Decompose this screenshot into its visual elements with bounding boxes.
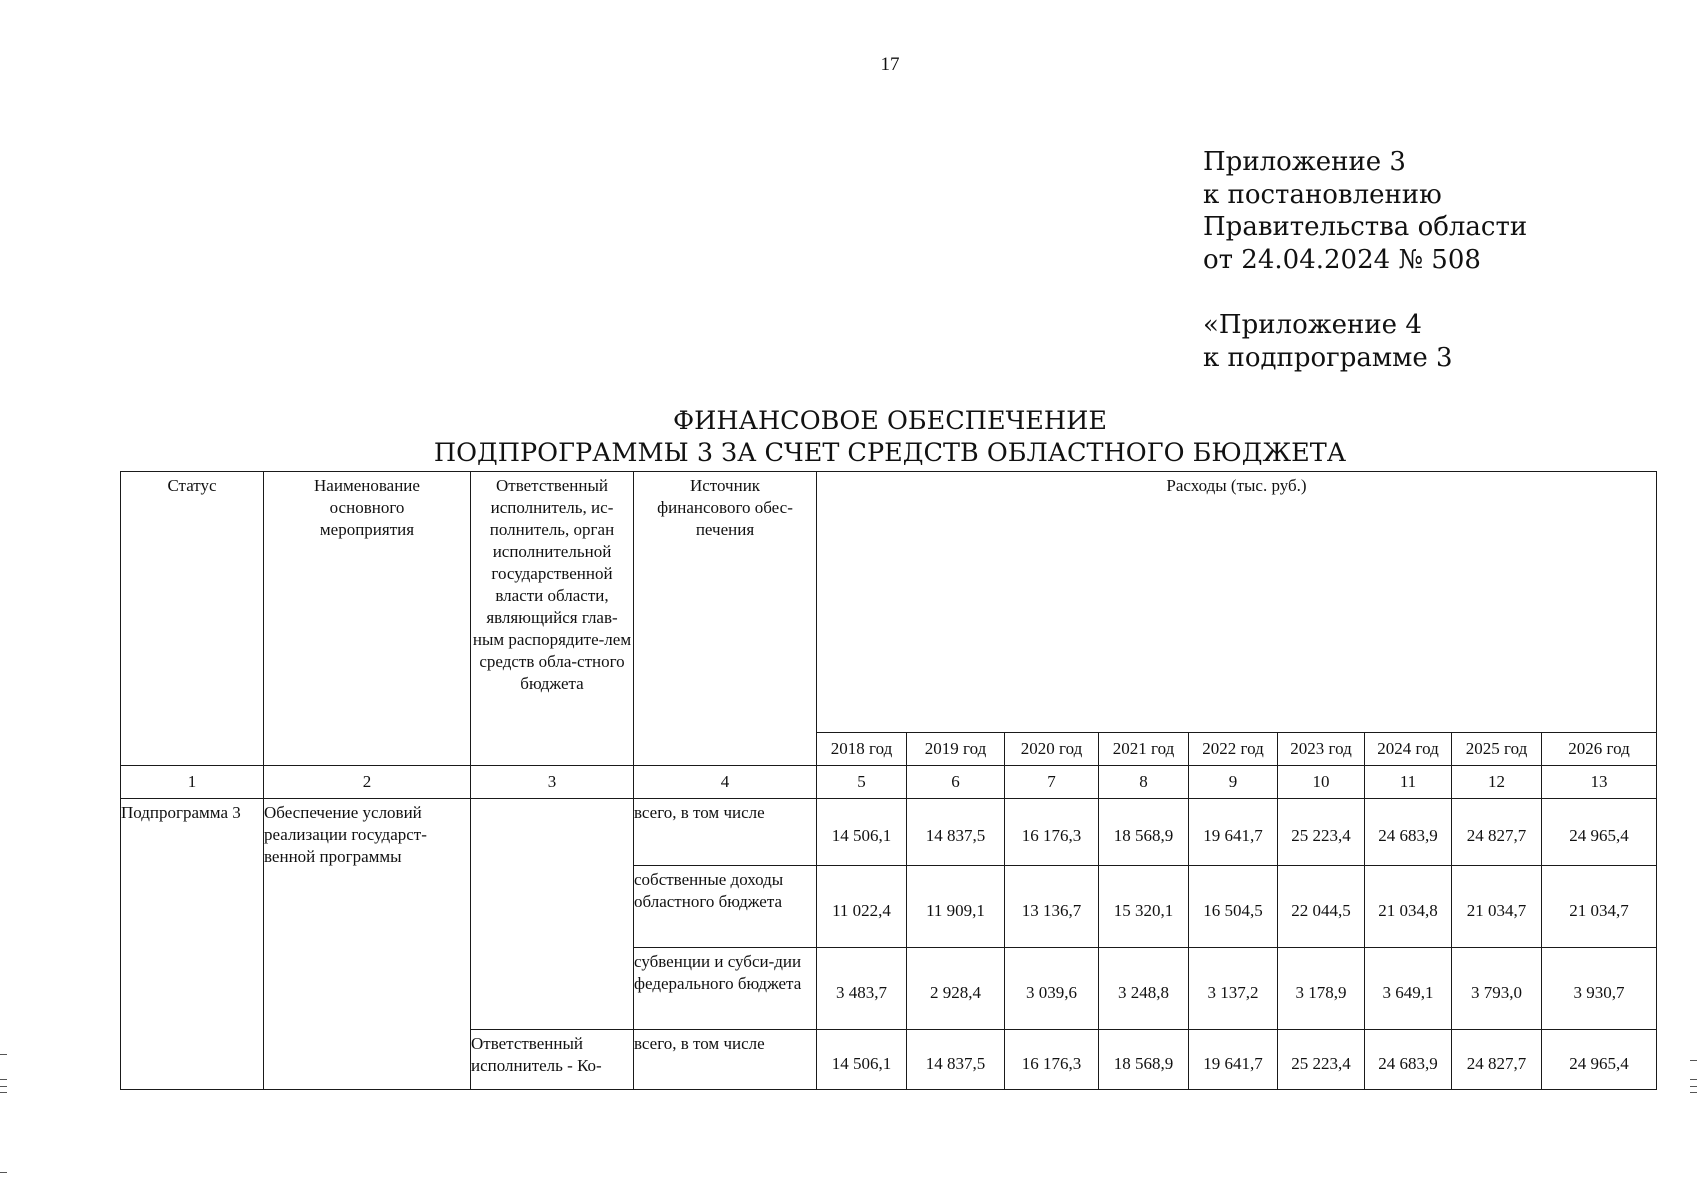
column-number-row (121, 766, 1657, 799)
value-cell: 24 683,9 (1365, 799, 1452, 866)
value-cell: 3 930,7 (1542, 948, 1657, 1030)
value-cell: 3 649,1 (1365, 948, 1452, 1030)
year-header: 2025 год (1452, 733, 1542, 766)
header-executor: Ответственный исполнитель, ис-полнитель, орган исполнительной государственной власти области, являющийся глав-ным распорядите-лем средств обла-стного бюджета (471, 472, 634, 766)
source-cell: всего, в том числе (634, 799, 817, 866)
scan-edge-mark (1690, 1086, 1697, 1087)
appendix-line: Приложение 3 (1203, 147, 1406, 177)
value-cell: 16 176,3 (1005, 799, 1099, 866)
document-title (0, 405, 1697, 469)
column-number: 8 (1099, 766, 1189, 799)
year-header: 2022 год (1189, 733, 1278, 766)
column-number: 3 (471, 766, 634, 799)
value-cell: 24 827,7 (1452, 1030, 1542, 1090)
appendix-line: от 24.04.2024 № 508 (1203, 244, 1481, 275)
value-cell: 16 176,3 (1005, 1030, 1099, 1090)
column-number: 4 (634, 766, 817, 799)
value-cell: 11 909,1 (907, 866, 1005, 948)
column-number: 9 (1189, 766, 1278, 799)
value-cell: 19 641,7 (1189, 799, 1278, 866)
appendix-line: к постановлению (1203, 179, 1442, 210)
value-cell: 18 568,9 (1099, 1030, 1189, 1090)
value-cell: 3 248,8 (1099, 948, 1189, 1030)
activity-name-cell: Обеспечение условий реализации государст-венной программы (264, 799, 471, 1090)
header-status: Статус (121, 472, 264, 766)
column-number: 1 (121, 766, 264, 799)
value-cell: 11 022,4 (817, 866, 907, 948)
value-cell: 24 965,4 (1542, 799, 1657, 866)
value-cell: 25 223,4 (1278, 799, 1365, 866)
source-cell: собственные доходы областного бюджета (634, 866, 817, 948)
value-cell: 16 504,5 (1189, 866, 1278, 948)
source-cell: всего, в том числе (634, 1030, 817, 1090)
appendix-continuation-line: к подпрограмме 3 (1203, 342, 1453, 373)
appendix-block (1203, 146, 1527, 374)
value-cell: 21 034,7 (1542, 866, 1657, 948)
scan-edge-mark (0, 1079, 7, 1080)
value-cell: 19 641,7 (1189, 1030, 1278, 1090)
value-cell: 14 506,1 (817, 1030, 907, 1090)
source-cell: субвенции и субси-дии федерального бюджета (634, 948, 817, 1030)
table-row (121, 799, 1657, 866)
title-line-2: ПОДПРОГРАММЫ 3 ЗА СЧЕТ СРЕДСТВ ОБЛАСТНОГО БЮДЖЕТА (433, 438, 1347, 468)
value-cell: 3 178,9 (1278, 948, 1365, 1030)
year-header: 2018 год (817, 733, 907, 766)
year-header: 2023 год (1278, 733, 1365, 766)
page-number: 17 (880, 54, 900, 75)
header-source: Источник финансового обес-печения (634, 472, 817, 766)
appendix-line: Правительства области (1203, 212, 1528, 242)
scan-edge-mark (1690, 1092, 1697, 1093)
scan-edge-mark (0, 1086, 7, 1087)
year-header: 2019 год (907, 733, 1005, 766)
value-cell: 24 827,7 (1452, 799, 1542, 866)
scan-edge-mark (1690, 1060, 1697, 1061)
value-cell: 21 034,8 (1365, 866, 1452, 948)
column-number: 12 (1452, 766, 1542, 799)
scan-edge-mark (1690, 1079, 1697, 1080)
value-cell: 3 483,7 (817, 948, 907, 1030)
scan-edge-mark (0, 1054, 7, 1055)
value-cell: 24 683,9 (1365, 1030, 1452, 1090)
value-cell: 2 928,4 (907, 948, 1005, 1030)
column-number: 6 (907, 766, 1005, 799)
scan-edge-mark (0, 1172, 7, 1173)
appendix-continuation-line: «Приложение 4 (1203, 310, 1422, 340)
status-cell: Подпрограмма 3 (121, 799, 264, 1090)
value-cell: 21 034,7 (1452, 866, 1542, 948)
value-cell: 24 965,4 (1542, 1030, 1657, 1090)
column-number: 7 (1005, 766, 1099, 799)
year-header: 2024 год (1365, 733, 1452, 766)
column-number: 10 (1278, 766, 1365, 799)
header-name: Наименование основного мероприятия (264, 472, 471, 766)
value-cell: 3 793,0 (1452, 948, 1542, 1030)
value-cell: 14 837,5 (907, 799, 1005, 866)
executor-cell: Ответственный исполнитель - Ко- (471, 1030, 634, 1090)
column-number: 11 (1365, 766, 1452, 799)
title-line-1: ФИНАНСОВОЕ ОБЕСПЕЧЕНИЕ (672, 406, 1107, 436)
scan-edge-mark (0, 1092, 7, 1093)
value-cell: 3 137,2 (1189, 948, 1278, 1030)
value-cell: 14 837,5 (907, 1030, 1005, 1090)
value-cell: 22 044,5 (1278, 866, 1365, 948)
header-row (121, 472, 1657, 733)
value-cell: 15 320,1 (1099, 866, 1189, 948)
value-cell: 25 223,4 (1278, 1030, 1365, 1090)
value-cell: 13 136,7 (1005, 866, 1099, 948)
financing-table (120, 471, 1657, 1090)
executor-cell-empty (471, 799, 634, 1030)
value-cell: 18 568,9 (1099, 799, 1189, 866)
header-expenses: Расходы (тыс. руб.) (817, 472, 1657, 733)
value-cell: 3 039,6 (1005, 948, 1099, 1030)
column-number: 13 (1542, 766, 1657, 799)
year-header: 2020 год (1005, 733, 1099, 766)
value-cell: 14 506,1 (817, 799, 907, 866)
column-number: 5 (817, 766, 907, 799)
column-number: 2 (264, 766, 471, 799)
year-header: 2026 год (1542, 733, 1657, 766)
year-header: 2021 год (1099, 733, 1189, 766)
